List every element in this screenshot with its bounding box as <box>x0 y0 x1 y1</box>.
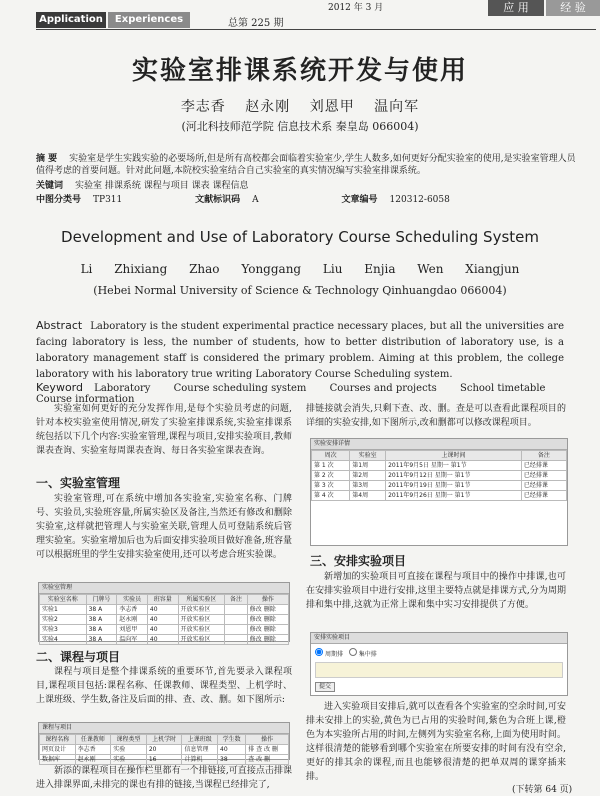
figure-course-projects <box>38 722 290 763</box>
table-row <box>40 625 289 635</box>
column-header: 任课教师 <box>75 735 111 745</box>
column-header: 所属实验区 <box>178 595 225 605</box>
table-row <box>40 615 289 625</box>
clc-value: TP311 <box>93 195 123 205</box>
figure-detail-caption: 实验安排详情 <box>311 439 567 450</box>
table-cell: 第3周 <box>350 481 386 491</box>
section-label-application: 应 用 <box>488 0 544 16</box>
right-column-top-text: 排链接就会消失,只剩下查、改、删。查是可以查看此课程项目的详细的实验安排,如下图所示,改和删都可以修改课程项目。 <box>306 404 566 428</box>
section-3-heading: 三、安排实验项目 <box>310 554 407 568</box>
row-actions[interactable]: 查 改 删 <box>246 755 289 765</box>
table-cell <box>225 605 248 615</box>
page-header <box>0 0 600 30</box>
section-2-text: 课程与项目是整个排课系统的重要环节,首先要录入课程项目,课程项目包括:课程名称、任课教师、课程类型、上机学时、上课班级、学生数,备注及后面的排、查、改、删。如下图所示: <box>36 667 292 705</box>
column-header: 上课时间 <box>386 451 522 461</box>
abstract-en <box>36 318 564 383</box>
table-cell: 38 A <box>86 625 117 635</box>
table-cell: 16 <box>146 755 182 765</box>
table-row <box>40 755 289 765</box>
issue-number: 总第 225 期 <box>228 18 284 29</box>
table-cell: 38 A <box>86 605 117 615</box>
column-header: 周次 <box>312 451 350 461</box>
table-header-row <box>40 595 289 605</box>
table-cell: 刘恩甲 <box>117 625 148 635</box>
section-3-text: 新增加的实验项目可直接在课程与项目中的操作中排课,也可在安排实验项目中进行安排,这里主要特点就是排课方式,分为周期排和集中排,这就为正常上课和集中实习安排提供了方便。 <box>306 572 566 610</box>
column-header: 上机学时 <box>146 735 182 745</box>
figure-arrange-caption: 安排实验项目 <box>311 633 567 644</box>
abstract-cn <box>36 153 576 177</box>
table-cell: 已经排课 <box>521 461 566 471</box>
table-cell: 2011年9月26日 星期一 第1节 <box>386 491 522 501</box>
table-cell: 40 <box>147 615 178 625</box>
arrange-grid <box>315 662 563 678</box>
keyword-en-item: Laboratory <box>94 383 151 394</box>
table-cell: 实验 <box>111 745 147 755</box>
article-number-label: 文章编号 <box>341 195 378 205</box>
table-cell: 计算机 <box>182 755 218 765</box>
table-cell: 20 <box>146 745 182 755</box>
arrange-form <box>311 644 567 696</box>
mode-concentrated-option[interactable] <box>349 651 377 658</box>
column-header: 实验室 <box>350 451 386 461</box>
table-cell: 第4周 <box>350 491 386 501</box>
column-header: 班容量 <box>147 595 178 605</box>
section-label-experience: 经 验 <box>546 0 600 16</box>
table-cell: 实验2 <box>40 615 87 625</box>
table-cell: 已经排课 <box>521 491 566 501</box>
figure-course-detail <box>310 438 568 546</box>
table-cell: 实验4 <box>40 635 87 645</box>
table-cell: 网页设计 <box>40 745 76 755</box>
keywords-cn <box>36 180 576 192</box>
continued-note: (下转第 64 页) <box>512 785 573 795</box>
table-cell: 李志香 <box>75 745 111 755</box>
table-cell <box>225 625 248 635</box>
mode-periodic-label: 周期排 <box>325 651 344 658</box>
table-row <box>40 635 289 645</box>
table-cell: 第1周 <box>350 461 386 471</box>
section-2-tail: 新添的课程项目在操作栏里都有一个排链接,可直接点击排课进入排课界面,未排完的课也有排的链接,当课程已经排完了, <box>36 766 292 790</box>
table-cell: 40 <box>218 745 246 755</box>
column-header: 门牌号 <box>86 595 117 605</box>
section-1-text: 实验室管理,可在系统中增加各实验室,实验室名称、门牌号、实验员,实验班容量,所属实验区及备注,当然还有修改和删除实验室,这样就把管理人与实验室关联,管理人员可登陆系统后管理实验室。实验室增加后也为后面安排实验项目做好准备,班容量可以根据班里的学生安排实验室使用,还可以考虑合班实验课。 <box>36 494 292 560</box>
table-cell: 已经排课 <box>521 471 566 481</box>
article-number-value: 120312-6058 <box>389 195 450 205</box>
table-cell: 赵永刚 <box>75 755 111 765</box>
table-header-row <box>40 735 289 745</box>
keyword-en-item: Courses and projects <box>329 383 437 394</box>
table-cell: 开放实验区 <box>178 635 225 645</box>
column-header: 操作 <box>246 735 289 745</box>
affiliation-cn: (河北科技师范学院 信息技术系 秦皇岛 066004) <box>181 120 419 133</box>
section-3-tail: 进入实验项目安排后,就可以查看各个实验室的空余时间,可安排未安排上的实验,黄色为已占用的实验时间,紫色为合班上课,橙色为本实验所占用的时间,左侧列为实验室名称,上面为使用时间。这样很清楚的能够看到哪个实验室在所要安排的时间有没有空余,更好的排其余的课程,而且也能够很清楚的把单双周的课穿插来排。 <box>306 702 566 782</box>
header-rule <box>36 29 596 30</box>
keywords-en-label: Keyword <box>36 381 83 394</box>
lab-table <box>39 594 289 645</box>
table-cell: 已经排课 <box>521 481 566 491</box>
mode-periodic-radio[interactable] <box>315 648 323 656</box>
table-row <box>40 745 289 755</box>
table-row <box>312 471 567 481</box>
row-actions[interactable]: 修改 删除 <box>247 605 288 615</box>
column-header: 备注 <box>521 451 566 461</box>
category-tag-application: Application <box>36 12 106 28</box>
submit-button[interactable]: 提交 <box>315 682 335 692</box>
clc-label: 中图分类号 <box>36 195 82 205</box>
column-header: 课程类型 <box>111 735 147 745</box>
detail-table <box>311 450 567 501</box>
column-header: 课程名称 <box>40 735 76 745</box>
table-cell: 38 A <box>86 615 117 625</box>
table-cell: 第 4 次 <box>312 491 350 501</box>
course-table <box>39 734 289 765</box>
row-actions[interactable]: 排 查 改 删 <box>246 745 289 755</box>
table-cell: 40 <box>147 605 178 615</box>
table-cell: 数据库 <box>40 755 76 765</box>
column-header: 上课班级 <box>182 735 218 745</box>
intro-paragraph: 实验室如何更好的充分发挥作用,是每个实验员考虑的问题,针对本校实验室使用情况,研发了实验室排课系统,实验室排课系统包括以下几个内容:实验室管理,课程与项目,安排实验项目,教师课表查询、实验室每周课表查询、每日各实验室课表查询。 <box>36 404 292 456</box>
section-1-heading: 一、实验室管理 <box>36 476 121 490</box>
table-cell: 第 3 次 <box>312 481 350 491</box>
table-cell: 信息管理 <box>182 745 218 755</box>
table-header-row <box>312 451 567 461</box>
affiliation-en: (Hebei Normal University of Science & Technology Qinhuangdao 066004) <box>93 284 507 297</box>
mode-concentrated-label: 集中排 <box>358 651 377 658</box>
section-2-heading: 二、课程与项目 <box>36 650 121 664</box>
column-header: 实验员 <box>117 595 148 605</box>
table-cell: 温向军 <box>117 635 148 645</box>
abstract-en-label: Abstract <box>36 319 83 332</box>
table-row <box>40 605 289 615</box>
table-cell: 2011年9月19日 星期一 第1节 <box>386 481 522 491</box>
table-cell: 2011年9月12日 星期一 第1节 <box>386 471 522 481</box>
row-actions[interactable]: 修改 删除 <box>247 635 288 645</box>
keyword-en-item: Course information <box>36 394 135 405</box>
table-row <box>312 461 567 471</box>
figure-lab-caption: 实验室管理 <box>39 583 289 594</box>
column-header: 学生数 <box>218 735 246 745</box>
table-cell: 实验3 <box>40 625 87 635</box>
doc-code-label: 文献标识码 <box>195 195 241 205</box>
column-header: 实验室名称 <box>40 595 87 605</box>
figure-lab-management <box>38 582 290 642</box>
paper-title-cn: 实验室排课系统开发与使用 <box>131 56 468 86</box>
table-cell: 实验 <box>111 755 147 765</box>
category-tag-experiences: Experiences <box>108 12 190 28</box>
table-cell: 李志香 <box>117 605 148 615</box>
column-header: 操作 <box>247 595 288 605</box>
abstract-en-text: Laboratory is the student experimental practice necessary places, but all the universities are facing laboratory is less, the number of students, how to better distribution of laboratory use, is a laboratory management staff is considered the primary problem. Aiming at this problem, the college laboratory with his laboratory true writing Laboratory Course Scheduling system. <box>36 321 564 380</box>
keyword-en-item: School timetable <box>460 383 546 394</box>
row-actions[interactable]: 修改 删除 <box>247 615 288 625</box>
table-cell: 2011年9月5日 星期一 第1节 <box>386 461 522 471</box>
table-cell: 开放实验区 <box>178 625 225 635</box>
keywords-cn-label: 关键词 <box>36 181 64 191</box>
table-cell: 实验1 <box>40 605 87 615</box>
abstract-cn-label: 摘 要 <box>36 154 58 164</box>
classification-line <box>36 194 576 206</box>
mode-concentrated-radio[interactable] <box>349 648 357 656</box>
table-cell: 第 2 次 <box>312 471 350 481</box>
doc-code-value: A <box>252 195 259 205</box>
table-cell: 40 <box>147 635 178 645</box>
table-cell: 38 A <box>86 635 117 645</box>
table-cell <box>225 615 248 625</box>
table-cell: 开放实验区 <box>178 615 225 625</box>
table-row <box>312 481 567 491</box>
issue-date: 2012 年 3 月 <box>328 3 384 13</box>
figure-course-caption: 课程与项目 <box>39 723 289 734</box>
table-cell <box>225 635 248 645</box>
authors-en: Li Zhixiang Zhao Yonggang Liu Enjia Wen Xiangjun <box>80 262 520 276</box>
mode-periodic-option[interactable] <box>315 651 343 658</box>
figure-arrange-experiment <box>310 632 568 696</box>
table-cell: 38 <box>218 755 246 765</box>
table-cell: 第2周 <box>350 471 386 481</box>
table-row <box>312 491 567 501</box>
abstract-cn-text: 实验室是学生实践实验的必要场所,但是所有高校都会面临着实验室少,学生人数多,如何更好分配实验室的使用,是实验室管理人员值得考虑的首要问题。针对此问题,本院校实验室结合自己实验室的真实情况编写实验室排课系统。 <box>36 154 576 176</box>
table-cell: 40 <box>147 625 178 635</box>
row-actions[interactable]: 修改 删除 <box>247 625 288 635</box>
table-cell: 赵永刚 <box>117 615 148 625</box>
paper-title-en: Development and Use of Laboratory Course Scheduling System <box>61 228 539 246</box>
table-cell: 开放实验区 <box>178 605 225 615</box>
column-header: 备注 <box>225 595 248 605</box>
authors-cn: 李志香 赵永刚 刘恩甲 温向军 <box>180 99 420 115</box>
keywords-cn-text: 实验室 排课系统 课程与项目 课表 课程信息 <box>75 181 249 191</box>
table-cell: 第 1 次 <box>312 461 350 471</box>
keyword-en-item: Course scheduling system <box>173 383 307 394</box>
